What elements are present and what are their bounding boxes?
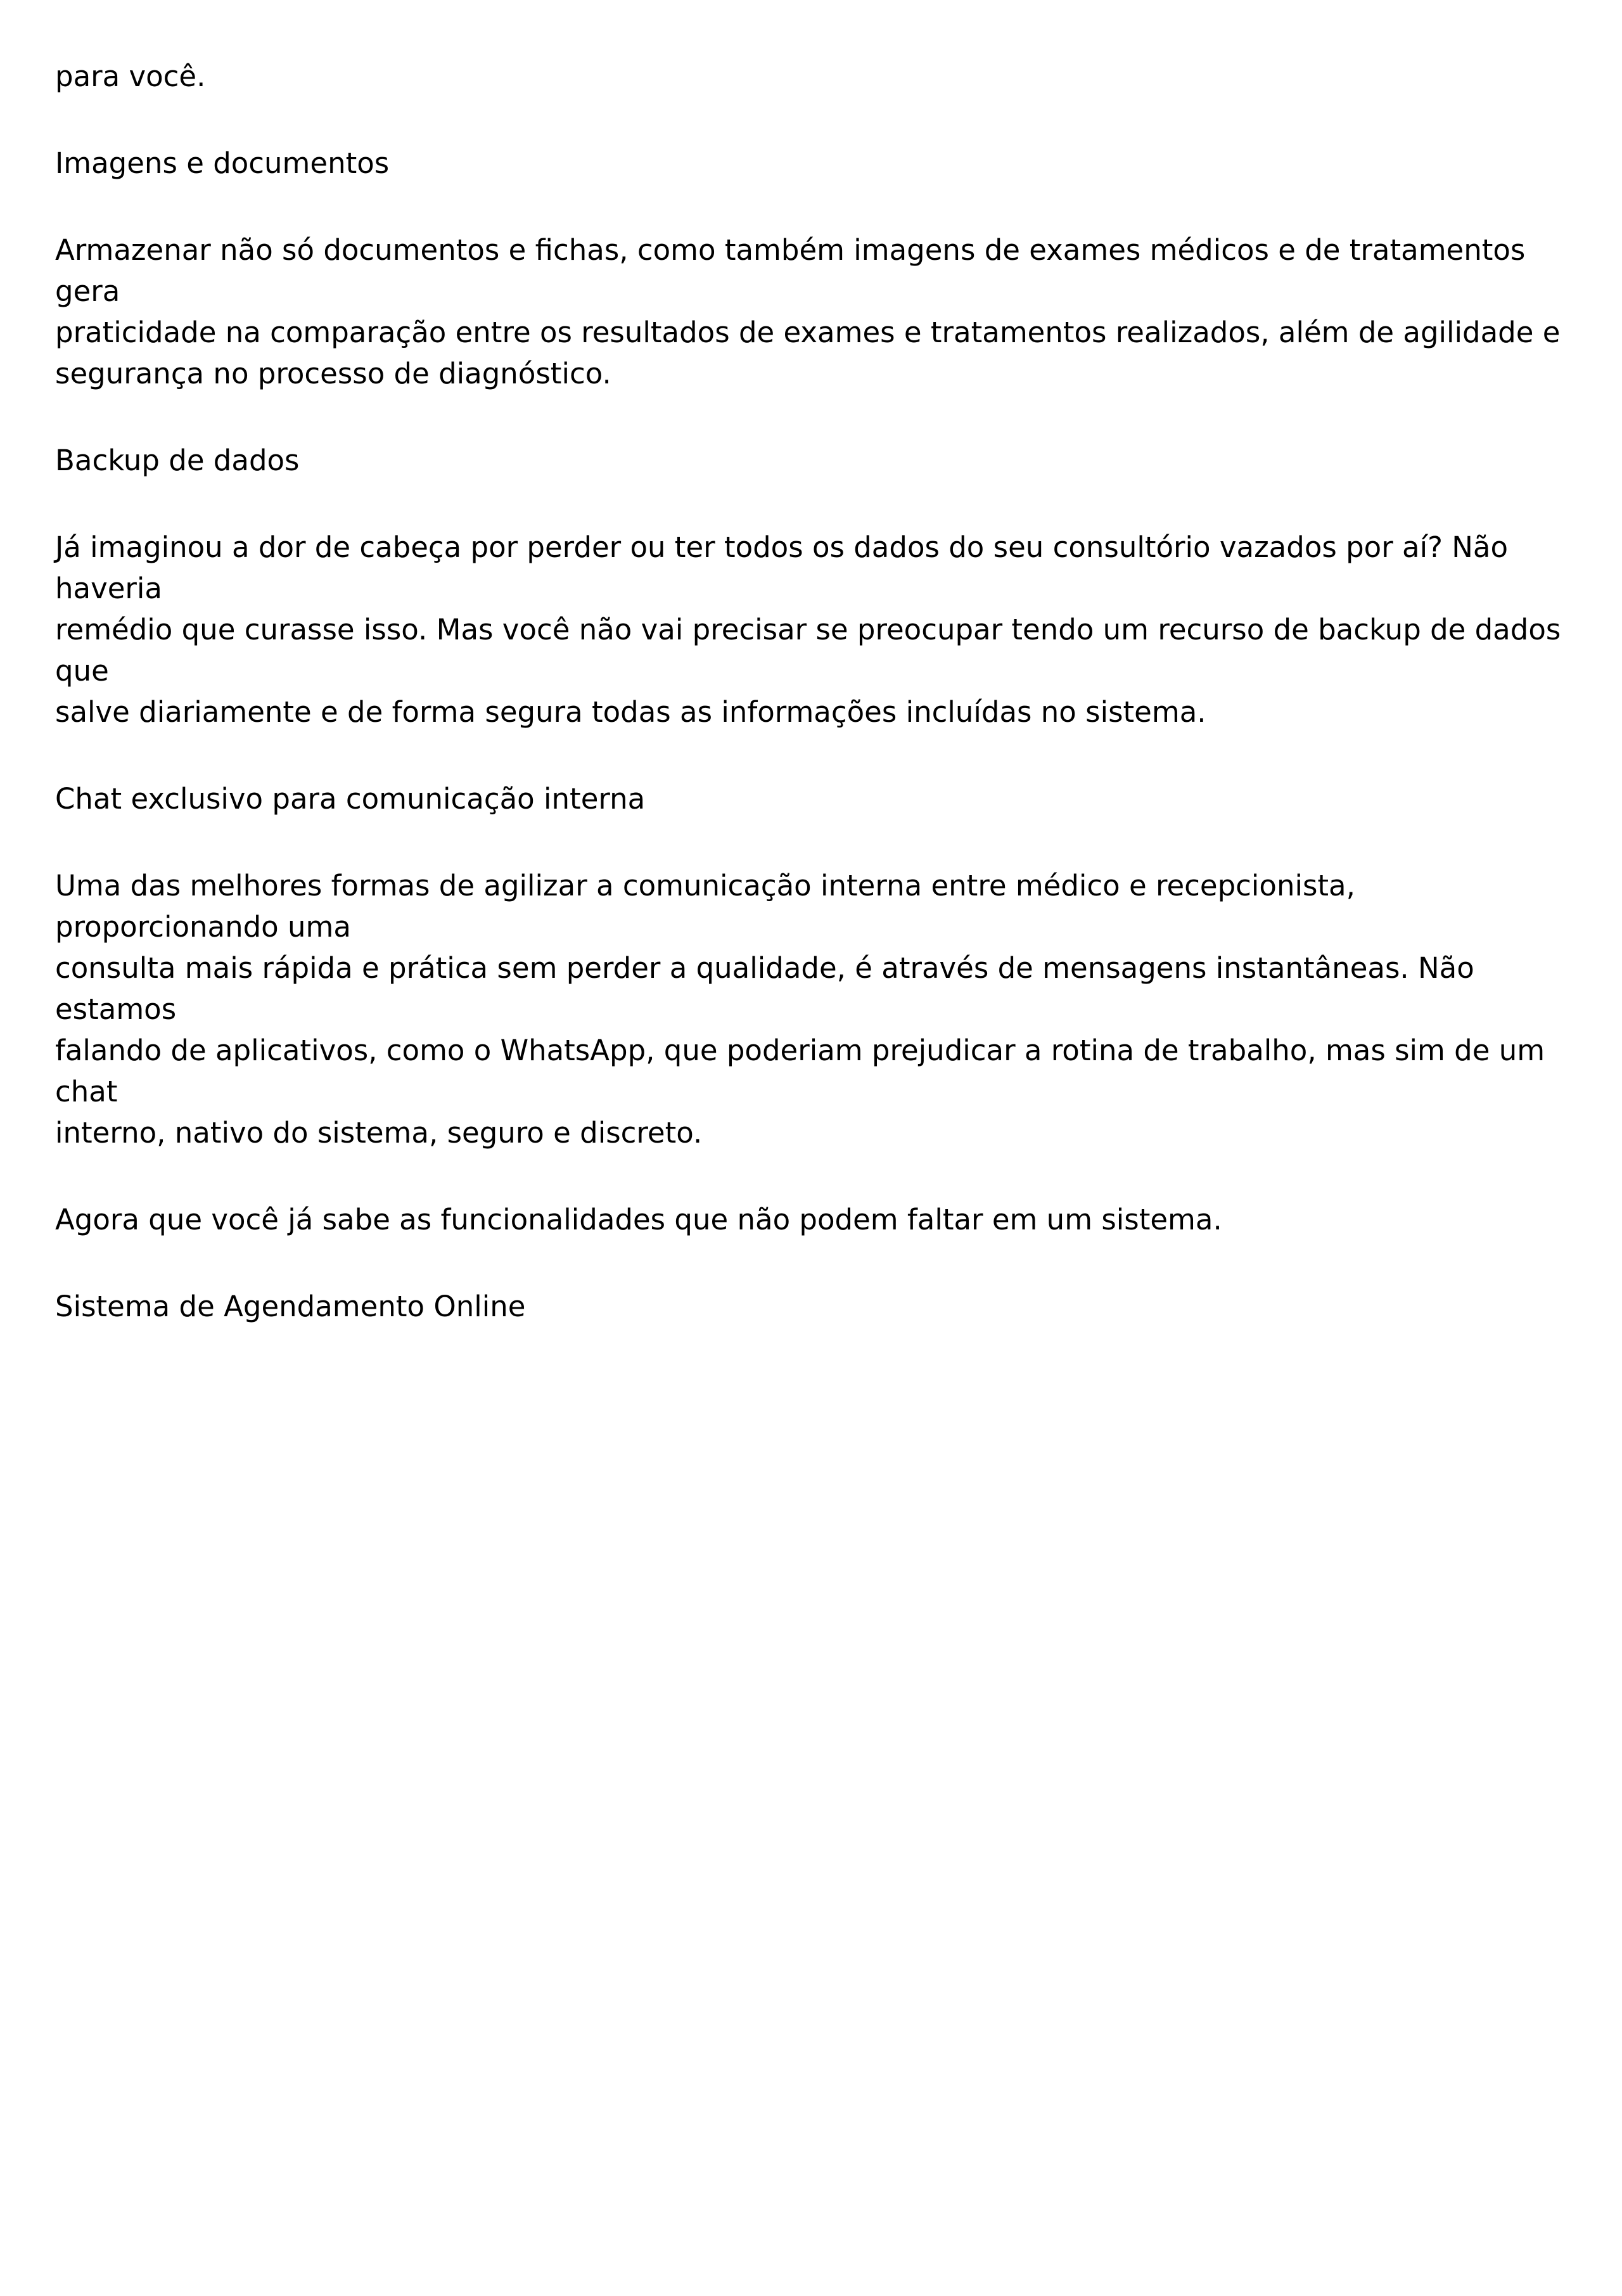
heading-imagens-e-documentos: Imagens e documentos: [55, 146, 390, 180]
paragraph-backup-de-dados: Já imaginou a dor de cabeça por perder ou ter todos os dados do seu consultório vazados por aí? Não haveria remédio que curasse isso. Mas você não vai precisar se preocupar tendo um recurso de backup de dados que salve diariamente e de forma segura todas as informações incluídas no sistema.: [55, 530, 1561, 729]
paragraph-imagens-e-documentos: Armazenar não só documentos e fichas, como também imagens de exames médicos e de tratamentos gera praticidade na comparação entre os resultados de exames e tratamentos realizados, além de agilidade e segurança no processo de diagnóstico.: [55, 233, 1561, 390]
document-page: [55, 56, 1563, 1327]
heading-chat-exclusivo: Chat exclusivo para comunicação interna: [55, 782, 646, 816]
link-sistema-de-agendamento-online: Sistema de Agendamento Online: [55, 1290, 526, 1323]
heading-backup-de-dados: Backup de dados: [55, 444, 300, 477]
paragraph-chat-exclusivo: Uma das melhores formas de agilizar a comunicação interna entre médico e recepcionista, proporcionando uma consulta mais rápida e prática sem perder a qualidade, é através de mensagens instantâneas. Não estamos falando de aplicativos, como o WhatsApp, que poderiam prejudicar a rotina de trabalho, mas sim de um chat interno, nativo do sistema, seguro e discreto.: [55, 869, 1545, 1150]
paragraph-continuation: para você.: [55, 60, 206, 93]
paragraph-conclusion: Agora que você já sabe as funcionalidades que não podem faltar em um sistema.: [55, 1203, 1222, 1236]
